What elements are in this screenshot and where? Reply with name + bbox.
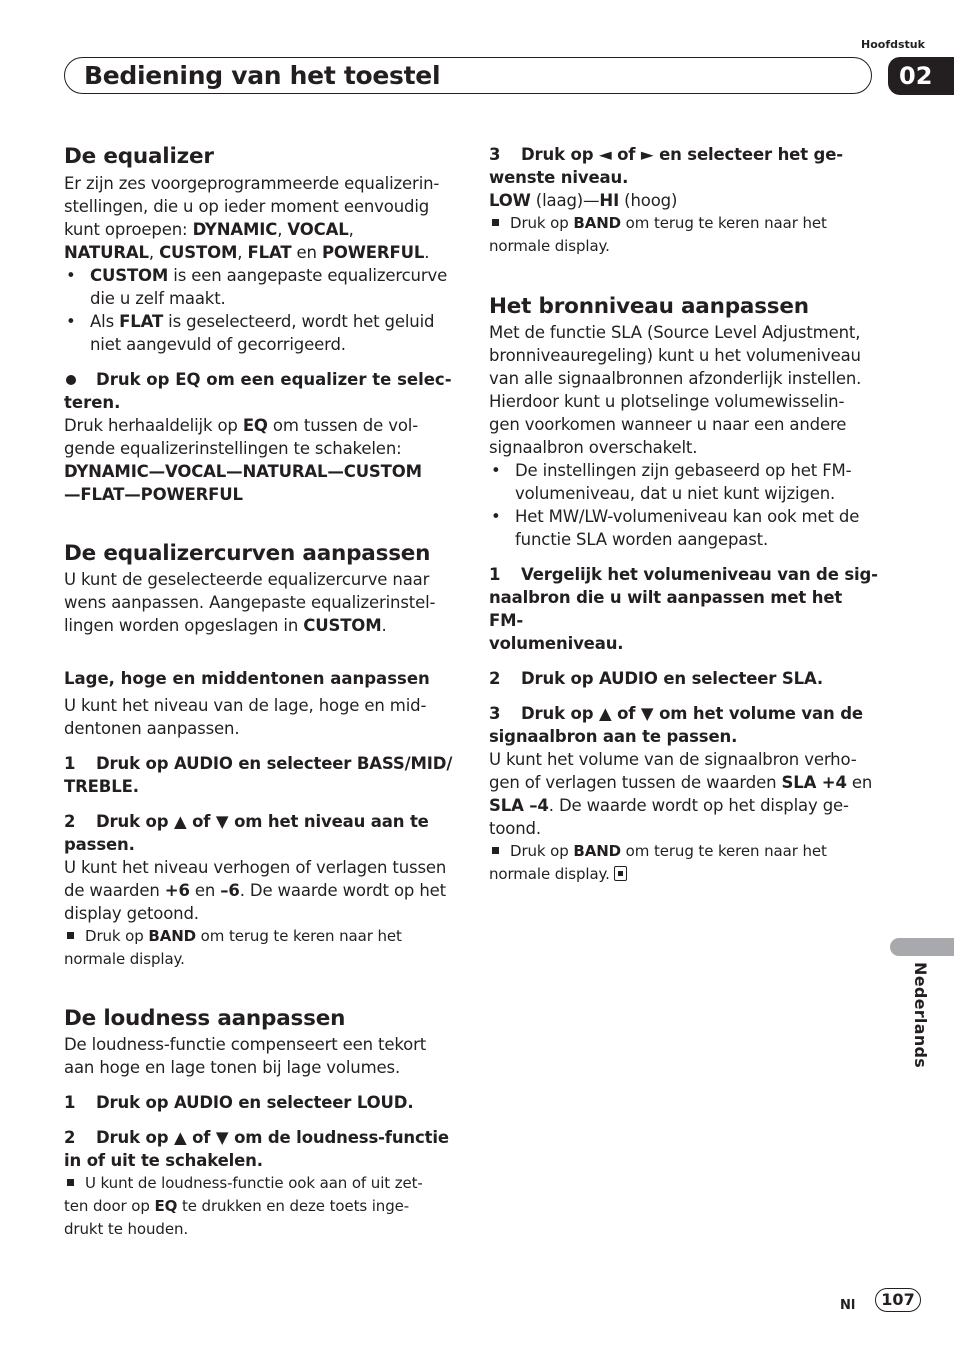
paragraph: Met de functie SLA (Source Level Adjustment, bronniveauregeling) kunt u het volumeniveau van alle signaalbronnen afzonderlijk instellen. Hierdoor kunt u plotselinge volumewisselin- gen voorkomen wanneer u naar een andere signaalbron overschakelt. <box>489 323 862 457</box>
note: U kunt de loudness-functie ook aan of uit zet- ten door op EQ te drukken en deze toets inge- drukt te houden. <box>64 1174 423 1238</box>
section-title-loudness: De loudness aanpassen <box>64 1006 346 1031</box>
step-select-equalizer: Druk op EQ om een equalizer te selec-teren. <box>64 370 452 412</box>
chapter-number-badge: 02 <box>888 57 954 95</box>
bullet-dot-icon <box>66 375 76 385</box>
left-column <box>64 143 456 1241</box>
paragraph: Er zijn zes voorgeprogrammeerde equalizerin- stellingen, die u op ieder moment eenvoudig kunt oproepen: DYNAMIC, VOCAL, NATURAL, CUSTOM, FLAT en POWERFUL. <box>64 174 440 262</box>
note-square-icon <box>492 847 499 854</box>
note-square-icon <box>67 932 74 939</box>
paragraph: LOW (laag)—HI (hoog) <box>489 191 678 210</box>
list-item: • Als FLAT is geselecteerd, wordt het geluid niet aangevuld of gecorrigeerd. <box>64 310 456 356</box>
language-tab <box>890 938 954 956</box>
step-1: 1 Druk op AUDIO en selecteer BASS/MID/ TREBLE. <box>64 754 453 796</box>
list-item: • Het MW/LW-volumeniveau kan ook met de functie SLA worden aangepast. <box>489 505 881 551</box>
footer-language-code: Nl <box>840 1298 856 1313</box>
page-number: 107 <box>875 1288 921 1312</box>
section-title-source-level: Het bronniveau aanpassen <box>489 294 809 319</box>
paragraph: U kunt de geselecteerde equalizercurve naar wens aanpassen. Aangepaste equalizerinstel- lingen worden opgeslagen in CUSTOM. <box>64 570 436 635</box>
note: Druk op BAND om terug te keren naar het normale display. <box>489 214 827 255</box>
end-of-section-icon <box>614 866 627 881</box>
paragraph: U kunt het volume van de signaalbron verho- gen of verlagen tussen de waarden SLA +4 en SLA –4. De waarde wordt op het display ge- toond. <box>489 750 873 838</box>
paragraph: Druk herhaaldelijk op EQ om tussen de vol- gende equalizerinstellingen te schakelen: DYNAMIC—VOCAL—NATURAL—CUSTOM —FLAT—POWERFUL <box>64 416 422 504</box>
note: Druk op BAND om terug te keren naar het normale display. <box>64 927 402 968</box>
section-title-equalizer: De equalizer <box>64 144 214 169</box>
note-square-icon <box>492 219 499 226</box>
list-item: • CUSTOM is een aangepaste equalizercurve die u zelf maakt. <box>64 264 456 310</box>
note-square-icon <box>67 1179 74 1186</box>
step-2: 2 Druk op ▲ of ▼ om het niveau aan te passen. <box>64 812 429 854</box>
paragraph: U kunt het niveau van de lage, hoge en mid- dentonen aanpassen. <box>64 696 427 738</box>
section-title-equalizer-curves: De equalizercurven aanpassen <box>64 541 431 566</box>
paragraph: U kunt het niveau verhogen of verlagen tussen de waarden +6 en –6. De waarde wordt op het display getoond. <box>64 858 447 923</box>
page-title: Bediening van het toestel <box>84 61 441 90</box>
step-2: 2 Druk op ▲ of ▼ om de loudness-functie in of uit te schakelen. <box>64 1128 449 1170</box>
step-3: 3 Druk op ▲ of ▼ om het volume van de signaalbron aan te passen. <box>489 704 863 746</box>
step-2: 2 Druk op AUDIO en selecteer SLA. <box>489 669 824 688</box>
chapter-label: Hoofdstuk <box>861 38 925 51</box>
subsection-title: Lage, hoge en middentonen aanpassen <box>64 669 430 688</box>
step-3: 3 Druk op ◄ of ► en selecteer het ge- wenste niveau. <box>489 145 843 187</box>
list-item: • De instellingen zijn gebaseerd op het FM-volumeniveau, dat u niet kunt wijzigen. <box>489 459 881 505</box>
step-1: 1 Vergelijk het volumeniveau van de sig- naalbron die u wilt aanpassen met het FM- volumeniveau. <box>489 565 878 653</box>
note: Druk op BAND om terug te keren naar het normale display. <box>489 842 827 883</box>
right-column <box>489 143 881 886</box>
paragraph: De loudness-functie compenseert een tekort aan hoge en lage tonen bij lage volumes. <box>64 1035 427 1077</box>
step-1: 1 Druk op AUDIO en selecteer LOUD. <box>64 1093 414 1112</box>
language-label: Nederlands <box>911 962 930 1069</box>
